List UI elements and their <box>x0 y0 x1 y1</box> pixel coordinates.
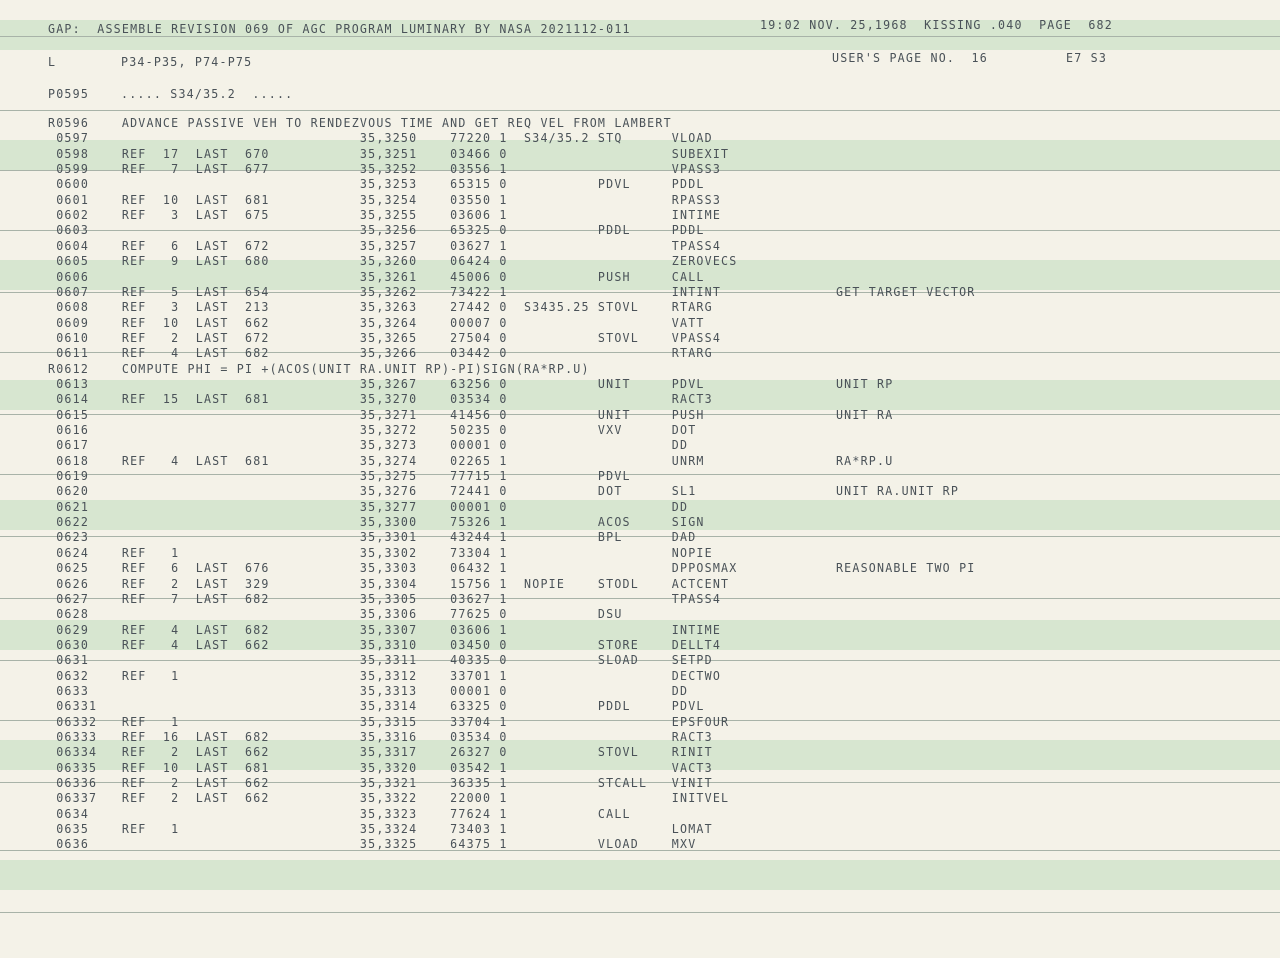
listing-line: 0621 35,3277 00001 0 DD <box>48 498 689 514</box>
listing-line: 0636 35,3325 64375 1 VLOAD MXV <box>48 836 697 852</box>
listing-line: R0596 ADVANCE PASSIVE VEH TO RENDEZVOUS TIME AND GET REQ VEL FROM LAMBERT <box>48 115 672 130</box>
listing-line: 0633 35,3313 00001 0 DD <box>48 682 689 698</box>
listing-line: 0602 REF 3 LAST 675 35,3255 03606 1 INTIME <box>48 207 722 223</box>
listing-line: 0601 REF 10 LAST 681 35,3254 03550 1 RPASS3 <box>48 191 722 207</box>
listing-line: 0632 REF 1 35,3312 33701 1 DECTWO <box>48 667 722 683</box>
listing-line: 06331 35,3314 63325 0 PDDL PDVL <box>48 698 705 714</box>
listing-line: 0608 REF 3 LAST 213 35,3263 27442 0 S3435.25 STOVL RTARG <box>48 299 713 315</box>
listing-line: 0607 REF 5 LAST 654 35,3262 73422 1 INTINT GET TARGET VECTOR <box>48 283 976 299</box>
rule-line <box>0 912 1280 913</box>
listing-line: 0613 35,3267 63256 0 UNIT PDVL UNIT RP <box>48 375 894 391</box>
header-program-range: P34-P35, P74-P75 <box>121 54 253 69</box>
listing-line: 0626 REF 2 LAST 329 35,3304 15756 1 NOPIE STODL ACTCENT <box>48 575 730 591</box>
section-title: ..... S34/35.2 ..... <box>121 86 294 101</box>
listing-line: 0611 REF 4 LAST 682 35,3266 03442 0 RTARG <box>48 345 713 361</box>
listing-line: 0599 REF 7 LAST 677 35,3252 03556 1 VPASS3 <box>48 161 722 177</box>
listing-line: 0606 35,3261 45006 0 PUSH CALL <box>48 268 705 284</box>
rule-line <box>0 36 1280 37</box>
listing-line: 06334 REF 2 LAST 662 35,3317 26327 0 STOVL RINIT <box>48 744 713 760</box>
header-left: GAP: ASSEMBLE REVISION 069 OF AGC PROGRAM LUMINARY BY NASA 2021112-011 <box>48 21 631 36</box>
listing-line: 0628 35,3306 77625 0 DSU <box>48 606 623 622</box>
listing-line: 0619 35,3275 77715 1 PDVL <box>48 468 631 484</box>
header-sheet-code: E7 S3 <box>1066 50 1108 65</box>
listing-line: 06336 REF 2 LAST 662 35,3321 36335 1 STCALL VINIT <box>48 775 713 791</box>
listing-line: R0612 COMPUTE PHI = PI +(ACOS(UNIT RA.UNIT RP)-PI)SIGN(RA*RP.U) <box>48 360 590 376</box>
rule-line <box>0 110 1280 111</box>
listing-line: 0634 35,3323 77624 1 CALL <box>48 805 631 821</box>
header-listing-code: L <box>48 54 57 69</box>
listing-line: 0627 REF 7 LAST 682 35,3305 03627 1 TPASS4 <box>48 590 722 606</box>
listing-line: 0625 REF 6 LAST 676 35,3303 06432 1 DPPOSMAX REASONABLE TWO PI <box>48 560 976 576</box>
listing-line: 06335 REF 10 LAST 681 35,3320 03542 1 VACT3 <box>48 759 713 775</box>
listing-line: 0617 35,3273 00001 0 DD <box>48 437 689 453</box>
page-edge <box>0 958 1280 970</box>
listing-line: 0610 REF 2 LAST 672 35,3265 27504 0 STOVL VPASS4 <box>48 329 722 345</box>
listing-line: 06332 REF 1 35,3315 33704 1 EPSFOUR <box>48 713 730 729</box>
listing-line: 0614 REF 15 LAST 681 35,3270 03534 0 RACT3 <box>48 391 713 407</box>
listing-line: 0622 35,3300 75326 1 ACOS SIGN <box>48 514 705 530</box>
header-right: 19:02 NOV. 25,1968 KISSING .040 PAGE 682 <box>760 17 1113 32</box>
listing-line: 0598 REF 17 LAST 670 35,3251 03466 0 SUBEXIT <box>48 145 730 161</box>
header-user-page: USER'S PAGE NO. 16 <box>832 50 988 65</box>
listing-line: 0609 REF 10 LAST 662 35,3264 00007 0 VATT <box>48 314 705 330</box>
listing-line: 06333 REF 16 LAST 682 35,3316 03534 0 RACT3 <box>48 729 713 744</box>
listing-line: 0620 35,3276 72441 0 DOT SL1 UNIT RA.UNIT RP <box>48 483 960 499</box>
listing-line: 0603 35,3256 65325 0 PDDL PDDL <box>48 222 705 238</box>
listing-line: 0600 35,3253 65315 0 PDVL PDDL <box>48 176 705 192</box>
listing-line: 0623 35,3301 43244 1 BPL DAD <box>48 529 697 545</box>
section-id: P0595 <box>48 86 90 101</box>
listing-line: 0616 35,3272 50235 0 VXV DOT <box>48 422 697 437</box>
listing-line: 0618 REF 4 LAST 681 35,3274 02265 1 UNRM RA*RP.U <box>48 452 894 468</box>
listing-line: 06337 REF 2 LAST 662 35,3322 22000 1 INITVEL <box>48 790 730 806</box>
listing-line: 0631 35,3311 40335 0 SLOAD SETPD <box>48 652 713 668</box>
green-band <box>0 860 1280 890</box>
listing-line: 0635 REF 1 35,3324 73403 1 LOMAT <box>48 821 713 837</box>
listing-line: 0629 REF 4 LAST 682 35,3307 03606 1 INTIME <box>48 621 722 637</box>
listing-line: 0630 REF 4 LAST 662 35,3310 03450 0 STORE DELLT4 <box>48 636 722 652</box>
listing-line: 0624 REF 1 35,3302 73304 1 NOPIE <box>48 544 713 560</box>
listing-line: 0605 REF 9 LAST 680 35,3260 06424 0 ZEROVECS <box>48 253 738 269</box>
listing-line: 0597 35,3250 77220 1 S34/35.2 STQ VLOAD <box>48 130 713 146</box>
listing-line: 0615 35,3271 41456 0 UNIT PUSH UNIT RA <box>48 406 894 422</box>
listing-line: 0604 REF 6 LAST 672 35,3257 03627 1 TPASS4 <box>48 237 722 253</box>
